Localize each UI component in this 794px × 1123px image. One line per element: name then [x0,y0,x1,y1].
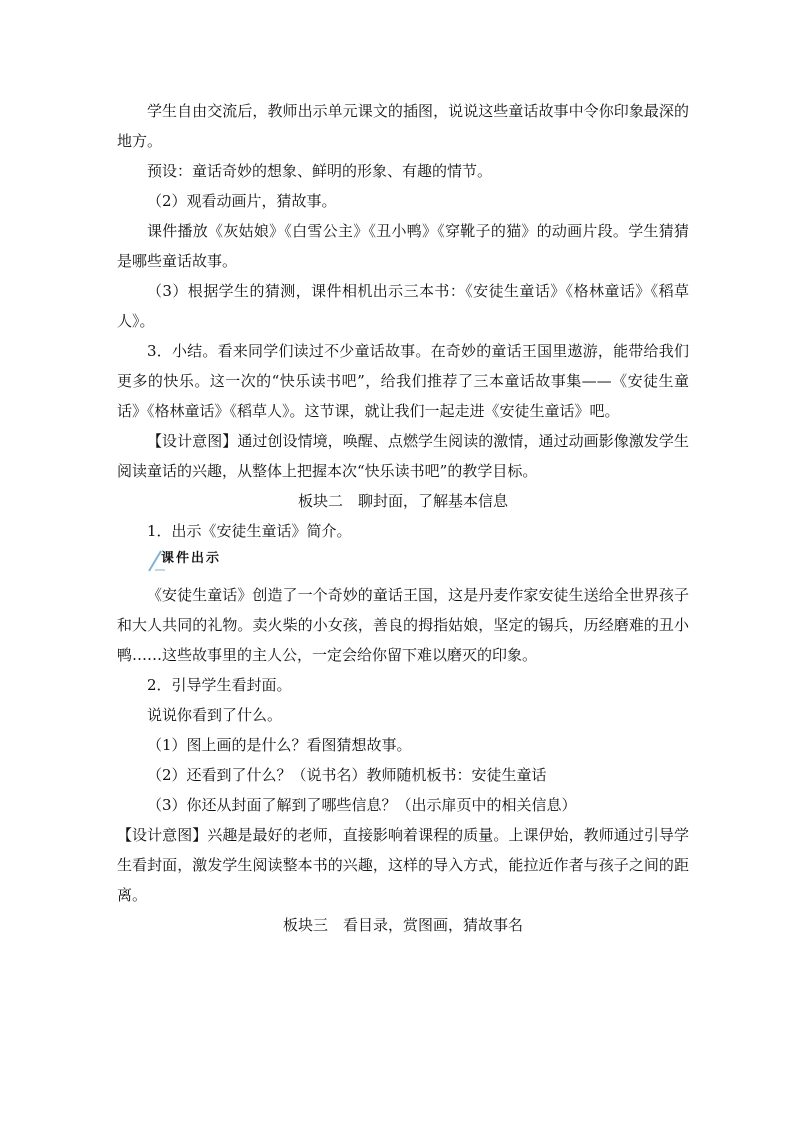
paragraph-step-2: （2）观看动画片，猜故事。 [147,192,337,210]
paragraph-question-2: （2）还看到了什么？（说书名）教师随机板书：安徒生童话 [147,766,547,784]
paragraph-say-what: 说说你看到了什么。 [147,706,283,724]
courseware-tag-label: 课件出示 [161,551,222,566]
paragraph-design-intent-1: 【设计意图】通过创设情境，唤醒、点燃学生阅读的激情，通过动画影像激发学生阅读童话的兴趣，从整体上把握本次“快乐读书吧”的教学目标。 [117,432,689,480]
paragraph-design-intent-2: 【设计意图】兴趣是最好的老师，直接影响着课程的质量。上课伊始，教师通过引导学生看封面，激发学生阅读整本书的兴趣，这样的导入方式，能拉近作者与孩子之间的距离。 [117,826,689,904]
section-heading-2: 板块二 聊封面，了解基本信息 [297,492,508,510]
paragraph-animation: 课件播放《灰姑娘》《白雪公主》《丑小鸭》《穿靴子的猫》的动画片段。学生猜猜是哪些童话故事。 [117,222,689,270]
section-heading-3: 板块三 看目录，赏图画，猜故事名 [282,916,523,934]
paragraph-question-1: （1）图上画的是什么？看图猜想故事。 [147,736,412,754]
paragraph-intro-book: 1．出示《安徒生童话》简介。 [147,522,352,540]
paragraph-guide-cover: 2．引导学生看封面。 [147,676,292,694]
paragraph-summary: 3．小结。看来同学们读过不少童话故事。在奇妙的童话王国里遨游，能带给我们更多的快乐。这一次的“快乐读书吧”，给我们推荐了三本童话故事集——《安徒生童话》《格林童话》《稻草人》。这节课，就让我们一起走进《安徒生童话》吧。 [117,342,689,420]
paragraph-preset: 预设：童话奇妙的想象、鲜明的形象、有趣的情节。 [147,162,493,180]
paragraph-exchange: 学生自由交流后，教师出示单元课文的插图，说说这些童话故事中令你印象最深的地方。 [117,102,689,150]
paragraph-step-3: （3）根据学生的猜测，课件相机出示三本书：《安徒生童话》《格林童话》《稻草人》。 [117,282,689,330]
paragraph-book-intro: 《安徒生童话》创造了一个奇妙的童话王国，这是丹麦作家安徒生送给全世界孩子和大人共同的礼物。卖火柴的小女孩，善良的拇指姑娘，坚定的锡兵，历经磨难的丑小鸭……这些故事里的主人公，一定会给你留下难以磨灭的印象。 [117,586,689,664]
paragraph-question-3: （3）你还从封面了解到了哪些信息？（出示扉页中的相关信息） [147,796,577,814]
courseware-tag [147,546,689,580]
document-body [117,96,689,940]
